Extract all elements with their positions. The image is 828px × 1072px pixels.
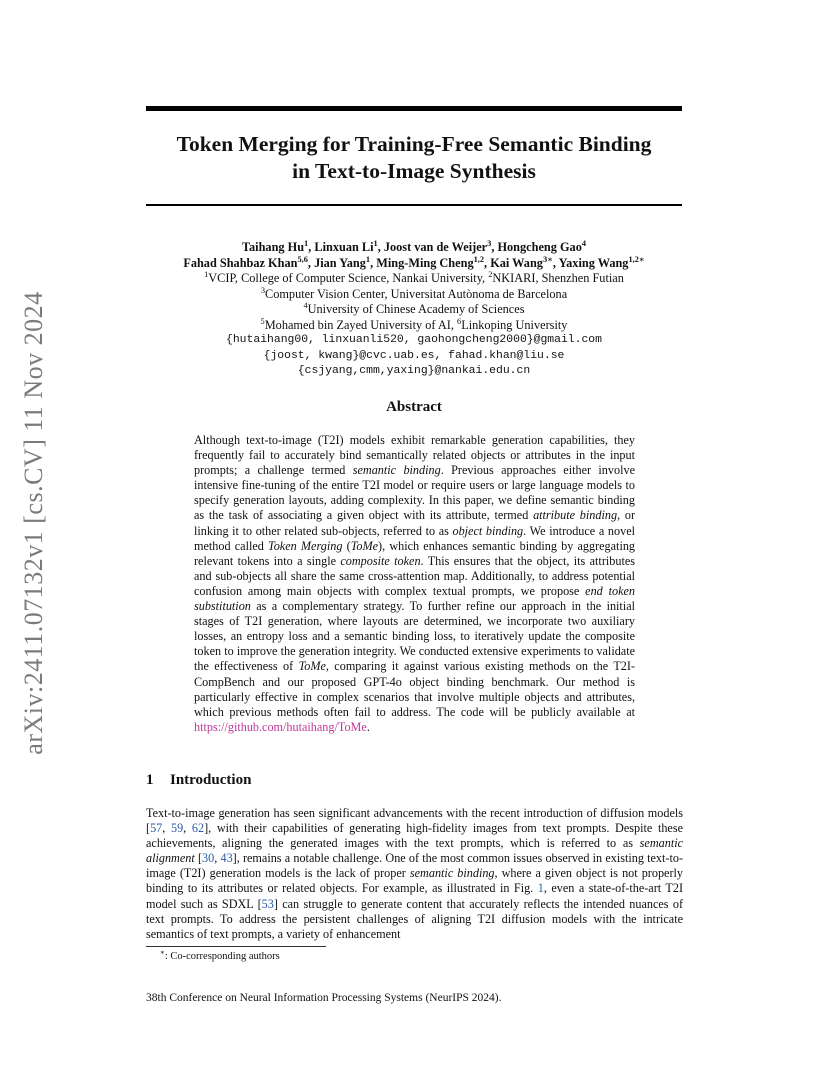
email-line: {joost, kwang}@cvc.uab.es, fahad.khan@liu.se — [263, 349, 565, 362]
footnote-mark: ∗ — [160, 948, 165, 957]
abstract-emph: composite token — [340, 553, 421, 568]
abstract-emph: attribute binding — [533, 508, 618, 523]
author-sup: 3∗ — [542, 254, 553, 264]
affiliation-text: Linkoping University — [461, 317, 568, 332]
abstract-emph: Token Merging — [268, 538, 343, 553]
intro-text: , — [162, 821, 171, 836]
affiliation-line — [130, 287, 698, 303]
abstract-text: , comparing it against various existing methods on the T2I-CompBench and our proposed GPT-4o object binding benchmark. Our method is particularly effective in complex scenarios that involve multiple objects and attributes, which previous methods often fail to address. The code will be publicly available at — [194, 659, 635, 719]
arxiv-stamp-text: arXiv:2411.07132v1 [cs.CV] 11 Nov 2024 — [19, 291, 48, 755]
author-sup: 1 — [304, 238, 309, 248]
abstract-text: Although text-to-image (T2I) models exhibit remarkable generation capabilities, they frequently fail to accurately bind semantically related objects or attributes in the input prompts; a challenge termed — [194, 433, 635, 478]
author-sup: 1,2∗ — [628, 254, 645, 264]
affiliation-line — [130, 318, 698, 334]
conference-footer: 38th Conference on Neural Information Processing Systems (NeurIPS 2024). — [146, 992, 502, 1004]
author-name: Linxuan Li — [314, 240, 374, 254]
section-number: 1 — [146, 772, 154, 788]
abstract-heading: Abstract — [386, 399, 442, 415]
author-sup: 3 — [487, 238, 492, 248]
citation-link[interactable]: 53 — [261, 896, 274, 911]
intro-text: , where a given object is not properly binding to its attributes or related objects. For example, as illustrated in Fig. — [146, 866, 683, 896]
intro-text: ] can struggle to generate content that accurately reflects the intended nuances of text prompts. To address the persistent challenges of aligning T2I diffusion models with the intricate semantics of text prompts, a variety of enhancement — [146, 896, 683, 941]
author-sup: 1 — [365, 254, 371, 264]
author-line-2: Fahad Shahbaz Khan$^{5,6}$, Jian Yang$^1$, Ming-Ming Cheng$^{1,2}$, Kai Wang$^{3∗}$, Yaxing Wang$^{1,2∗}$ — [183, 254, 645, 270]
author-name: Fahad Shahbaz Khan — [183, 255, 298, 270]
section-title: Introduction — [170, 772, 252, 788]
abstract-text: . This ensures that the object, its attributes and sub-objects all share the same cross-attention map. Additionally, to address potential confusion among main objects with complex textual prompts, we propose — [194, 553, 635, 598]
abstract-text: as a complementary strategy. To further refine our approach in the initial stages of T2I generation, where layouts are determined, we incorporate two auxiliary losses, an entropy loss and a semantic binding loss, to iteratively update the composite token to improve the generation integrity. We conducted extensive experiments to validate the effectiveness of — [194, 599, 635, 674]
email-line: {csjyang,cmm,yaxing}@nankai.edu.cn — [297, 365, 531, 377]
abstract-emph: ToMe — [298, 659, 326, 674]
abstract-text: ( — [342, 538, 351, 553]
affil-sup: 6 — [457, 316, 462, 326]
author-sup: 1,2 — [473, 254, 485, 264]
abstract-emph: semantic binding — [352, 463, 441, 478]
author-sup: 5,6 — [297, 254, 308, 264]
abstract-emph: object binding — [452, 523, 524, 538]
author-sup: 4 — [581, 238, 587, 248]
affil-sup: 3 — [260, 285, 266, 295]
figure-link[interactable]: 1 — [537, 881, 544, 896]
arxiv-stamp — [14, 283, 54, 763]
author-sup: 1 — [373, 238, 378, 248]
email-line: {hutaihang00, linxuanli520, gaohongcheng2000}@gmail.com — [226, 334, 602, 346]
intro-text: Text-to-image generation has seen significant advancements with the recent introduction of diffusion models [ — [146, 806, 683, 836]
footnote-rule — [146, 946, 326, 947]
intro-text: , — [214, 851, 221, 866]
citation-link[interactable]: 62 — [191, 821, 205, 836]
paper-title — [146, 131, 682, 185]
section-heading — [146, 772, 251, 789]
citation-link[interactable]: 59 — [170, 821, 184, 836]
title-top-rule — [146, 106, 682, 111]
affil-sup: 4 — [303, 300, 308, 310]
title-bottom-rule — [146, 204, 682, 206]
author-name: Jian Yang — [314, 255, 366, 270]
affiliation-text: NKIARI, Shenzhen Futian — [492, 271, 624, 285]
affiliation-text: University of Chinese Academy of Sciences — [307, 302, 525, 316]
abstract-text: . Previous approaches either involve intensive fine-tuning of the entire T2I model or require users or large language models to specify generation layouts, adding complexity. In this paper, we define semantic binding as the task of associating a given object with its attribute, termed — [194, 463, 635, 523]
affil-sup: 2 — [488, 269, 493, 279]
author-name: Taihang Hu — [241, 240, 305, 254]
citation-link[interactable]: 57 — [150, 821, 163, 836]
abstract-text: ), which enhances semantic binding by aggregating relevant tokens into a single — [194, 538, 636, 568]
intro-paragraph — [146, 806, 683, 942]
code-link[interactable]: https://github.com/hutaihang/ToMe — [194, 719, 367, 734]
abstract-emph: end token substitution — [194, 583, 635, 614]
intro-text: , — [183, 821, 192, 836]
affiliation-text: Computer Vision Center, Universitat Autònoma de Barcelona — [265, 286, 568, 301]
abstract-text: , or linking it to other related sub-objects, referred to as — [194, 508, 636, 538]
author-name: Ming-Ming Cheng — [376, 255, 474, 270]
abstract-text: . — [366, 719, 370, 734]
author-name: Yaxing Wang — [558, 255, 629, 270]
citation-link[interactable]: 43 — [220, 851, 233, 866]
affiliation-line — [130, 271, 698, 287]
intro-text: ], with their capabilities of generating high-fidelity images from text prompts. Despite these achievements, aligning the generated images with the text prompts, which is referred to as — [146, 821, 683, 851]
abstract-body — [194, 433, 635, 735]
abstract-emph: ToMe — [350, 538, 379, 553]
intro-emph: semantic alignment — [146, 836, 683, 866]
title-line-1: Token Merging for Training-Free Semantic Binding — [176, 132, 652, 156]
intro-text: ], remains a notable challenge. One of the most common issues observed in existing text-to-image (T2I) generation models is the lack of proper — [146, 851, 684, 881]
author-name: Hongcheng Gao — [497, 240, 582, 254]
affil-sup: 1 — [204, 269, 209, 279]
affiliation-text: VCIP, College of Computer Science, Nankai University, — [208, 271, 489, 285]
footnote — [160, 948, 280, 962]
author-name: Kai Wang — [490, 255, 543, 270]
affiliation-text: Mohamed bin Zayed University of AI, — [264, 317, 458, 332]
intro-text: [ — [194, 851, 203, 866]
footnote-text: : Co-corresponding authors — [164, 951, 280, 962]
abstract-text: . We introduce a novel method called — [194, 523, 635, 553]
author-line-1: Taihang Hu$^1$, Linxuan Li$^1$, Joost van de Weijer$^3$, Hongcheng Gao$^4$ — [241, 238, 587, 254]
author-name: Joost van de Weijer — [383, 240, 488, 254]
affiliation-line — [130, 302, 698, 318]
citation-link[interactable]: 30 — [202, 851, 215, 866]
intro-text: , even a state-of-the-art T2I model such as SDXL [ — [146, 881, 683, 911]
title-line-2: in Text-to-Image Synthesis — [292, 159, 536, 183]
author-block — [130, 240, 698, 380]
intro-emph: semantic binding — [409, 866, 495, 881]
affil-sup: 5 — [260, 316, 265, 326]
